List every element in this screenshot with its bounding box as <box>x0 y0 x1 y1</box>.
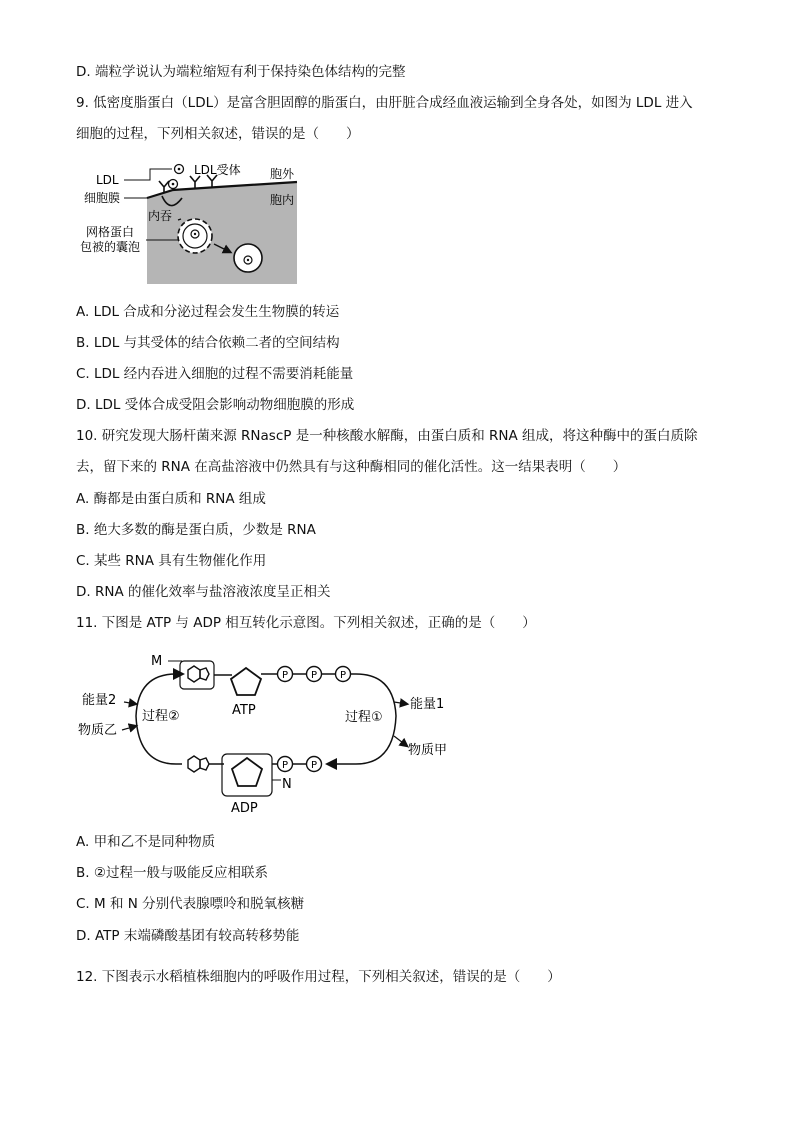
membrane-label: 细胞膜 <box>84 191 121 205</box>
vesicle-label-line1: 网格蛋白 <box>86 225 135 239</box>
arrow-energy2-in <box>124 702 136 704</box>
substance-a-label: 物质甲 <box>408 743 448 758</box>
phosphate-label: P <box>310 670 318 681</box>
phosphate-label: P <box>339 670 347 681</box>
q11-option-b: B. ②过程一般与吸能反应相联系 <box>76 865 268 881</box>
arrow-substance-b-in <box>122 726 136 730</box>
inside-label: 胞内 <box>270 193 295 207</box>
arrow-energy1-out <box>394 702 407 704</box>
q9-option-a: A. LDL 合成和分泌过程会发生生物膜的转运 <box>76 304 340 320</box>
adp-ribose-box <box>222 754 272 796</box>
q9-option-c: C. LDL 经内吞进入细胞的过程不需要消耗能量 <box>76 366 354 382</box>
q11-option-a: A. 甲和乙不是同种物质 <box>76 834 216 850</box>
q10-stem-line1: 10. 研究发现大肠杆菌来源 RNascP 是一种核酸水解酶，由蛋白质和 RNA 组成，将这种酶中的蛋白质除 <box>76 428 698 444</box>
ribose-pentagon-icon <box>232 758 262 786</box>
q9-option-b: B. LDL 与其受体的结合依赖二者的空间结构 <box>76 335 340 351</box>
atp-label: ATP <box>232 703 256 718</box>
adp-label: ADP <box>231 801 258 816</box>
ldl-label: LDL <box>96 173 119 187</box>
adenine-icon <box>188 756 209 772</box>
n-label: N <box>282 777 292 792</box>
q10-option-b: B. 绝大多数的酶是蛋白质，少数是 RNA <box>76 522 316 538</box>
q10-option-a: A. 酶都是由蛋白质和 RNA 组成 <box>76 491 266 507</box>
substance-b-label: 物质乙 <box>78 723 118 738</box>
phosphate-label: P <box>281 760 289 771</box>
ldl-endocytosis-figure <box>78 158 308 286</box>
energy2-label: 能量2 <box>82 693 117 708</box>
atp-adp-cycle-figure <box>76 646 456 818</box>
adp-phosphate-groups <box>278 757 322 772</box>
atp-phosphate-groups <box>278 667 351 682</box>
adenine-icon <box>188 666 209 682</box>
process2-label: 过程② <box>142 709 180 724</box>
q10-option-d: D. RNA 的催化效率与盐溶液浓度呈正相关 <box>76 584 331 600</box>
arrow-substance-a-out <box>394 736 407 746</box>
q11-stem: 11. 下图是 ATP 与 ADP 相互转化示意图。下列相关叙述，正确的是（ ） <box>76 615 536 631</box>
phosphate-label: P <box>310 760 318 771</box>
q11-option-c: C. M 和 N 分别代表腺嘌呤和脱氧核糖 <box>76 896 305 912</box>
arrow-to-vesicle <box>178 219 181 220</box>
q8-option-d: D. 端粒学说认为端粒缩短有利于保持染色体结构的完整 <box>76 64 406 80</box>
m-label: M <box>151 654 163 669</box>
receptor-label: LDL受体 <box>194 163 241 177</box>
endocytosis-label: 内吞 <box>148 209 173 223</box>
ldl-pointer-line <box>124 169 172 180</box>
q9-option-d: D. LDL 受体合成受阻会影响动物细胞膜的形成 <box>76 397 355 413</box>
q11-option-d: D. ATP 末端磷酸基团有较高转移势能 <box>76 928 300 944</box>
process1-label: 过程① <box>345 710 383 725</box>
ldl-particle-icon <box>169 165 184 189</box>
ribose-pentagon-icon <box>231 668 261 695</box>
q12-stem: 12. 下图表示水稻植株细胞内的呼吸作用过程，下列相关叙述，错误的是（ ） <box>76 969 561 985</box>
outside-label: 胞外 <box>270 167 295 181</box>
phosphate-label: P <box>281 670 289 681</box>
vesicle-label-line2: 包被的囊泡 <box>80 240 141 254</box>
q10-stem-line2: 去，留下来的 RNA 在高盐溶液中仍然具有与这种酶相同的催化活性。这一结果表明（ ） <box>76 459 627 475</box>
energy1-label: 能量1 <box>410 697 445 712</box>
q9-stem-line2: 细胞的过程，下列相关叙述，错误的是（ ） <box>76 126 360 142</box>
q10-option-c: C. 某些 RNA 具有生物催化作用 <box>76 553 267 569</box>
q9-stem-line1: 9. 低密度脂蛋白（LDL）是富含胆固醇的脂蛋白，由肝脏合成经血液运输到全身各处，如图为 LDL 进入 <box>76 95 693 111</box>
